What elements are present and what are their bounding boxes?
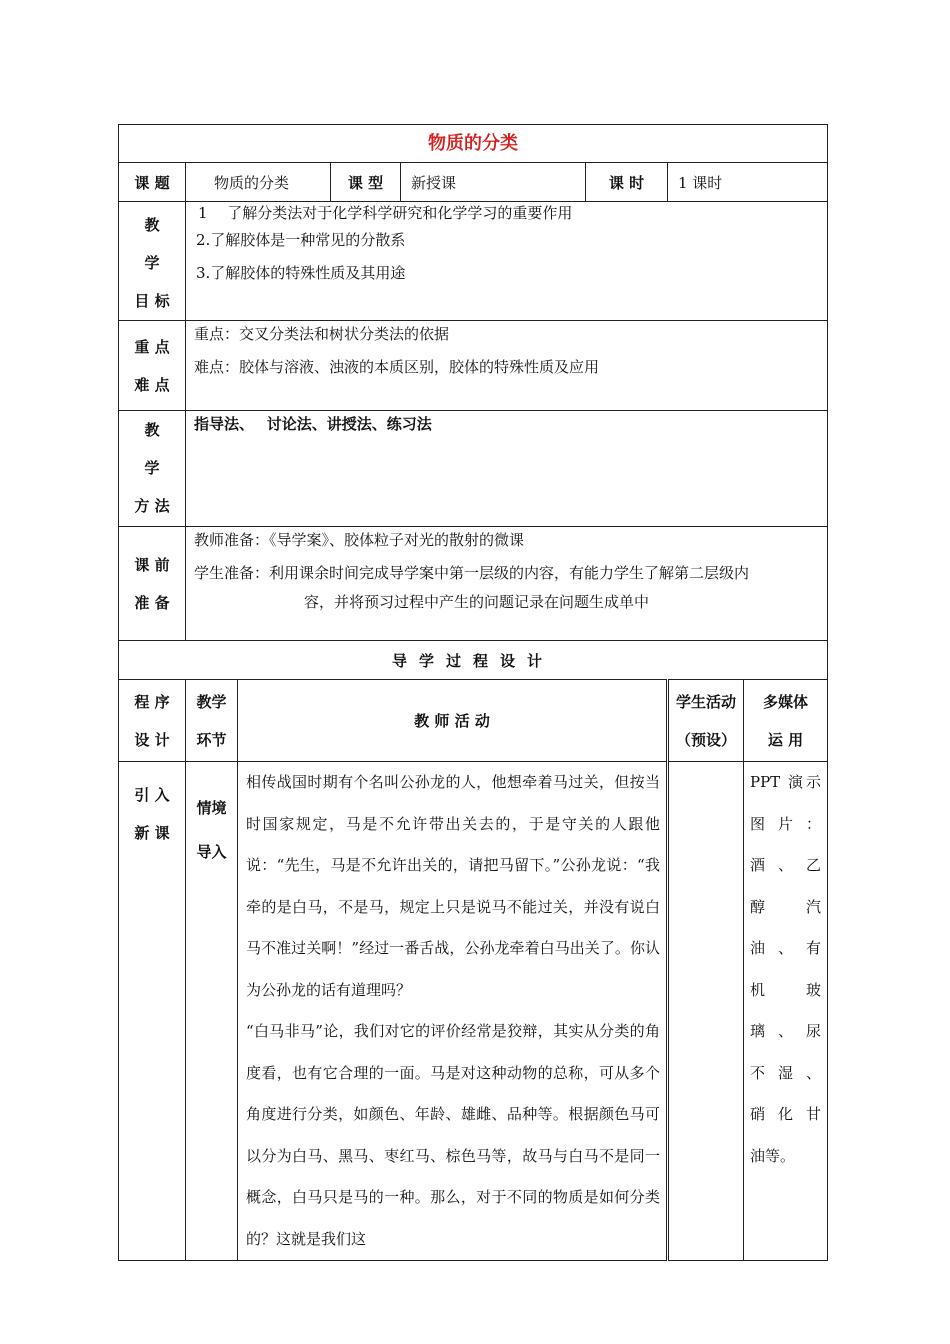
objective-item: 3.了解胶体的特殊性质及其用途 <box>196 264 406 282</box>
page-title: 物质的分类 <box>119 125 828 163</box>
hours-value: 1 课时 <box>668 163 828 202</box>
objectives-label: 教 学 目 标 <box>119 202 186 321</box>
objective-item: 2.了解胶体是一种常见的分散系 <box>196 231 406 249</box>
label-topic: 课 题 <box>119 163 186 202</box>
header-stage: 教学 环节 <box>186 680 238 762</box>
label-hours: 课 时 <box>586 163 668 202</box>
label-type: 课 型 <box>331 163 401 202</box>
lesson-plan-table <box>118 124 828 1261</box>
objectives-list <box>186 202 828 321</box>
objective-item: 1 了解分类法对于化学科学研究和化学学习的重要作用 <box>198 204 573 222</box>
intro-sequence: 引 入 新 课 <box>119 762 186 1261</box>
header-media: 多媒体 运 用 <box>744 680 828 762</box>
preparation <box>186 527 828 641</box>
key-points <box>186 321 828 411</box>
type-value: 新授课 <box>401 163 586 202</box>
preparation-label: 课 前 准 备 <box>119 527 186 641</box>
intro-stage: 情境 导入 <box>186 762 238 1261</box>
intro-student-activity <box>668 762 744 1261</box>
difficulty-text: 难点：胶体与溶液、浊液的本质区别，胶体的特殊性质及应用 <box>194 358 600 376</box>
key-points-label: 重 点 难 点 <box>119 321 186 411</box>
teacher-prep: 教师准备：《导学案》、胶体粒子对光的散射的微课 <box>194 531 525 549</box>
header-teacher-activity: 教 师 活 动 <box>238 680 668 762</box>
process-banner: 导学过程设计 <box>119 641 828 680</box>
header-student-activity: 学生活动 （预设） <box>668 680 744 762</box>
student-prep: 学生准备：利用课余时间完成导学案中第一层级的内容，有能力学生了解第二层级内 <box>194 564 750 582</box>
header-sequence: 程 序 设 计 <box>119 680 186 762</box>
topic-value: 物质的分类 <box>186 163 331 202</box>
narrative-paragraph: “白马非马”论，我们对它的评价经常是狡辩，其实从分类的角度看，也有它合理的一面。马是对这种动物的总称，可从多个角度进行分类，如颜色、年龄、雄雌、品种等。根据颜色马可以分为白马、黑马、枣红马、棕色马等，故马与白马不是同一概念，白马只是马的一种。那么，对于不同的物质是如何分类的？这就是我们这 <box>246 1022 660 1248</box>
narrative-paragraph: 相传战国时期有个名叫公孙龙的人，他想牵着马过关，但按当时国家规定，马是不允许带出关去的，于是守关的人跟他说：“先生，马是不允许出关的，请把马留下。”公孙龙说：“我牵的是白马，不是马，规定上只是说马不能过关，并没有说白马不准过关啊！”经过一番舌战，公孙龙牵着白马出关了。你认为公孙龙的话有道理吗？ <box>246 773 660 999</box>
intro-narrative <box>238 762 668 1261</box>
student-prep-cont: 容，并将预习过程中产生的问题记录在问题生成单中 <box>304 593 650 611</box>
intro-media: PPT 演示 图 片 ： 酒 、 乙 醇 汽 油 、 有 机 玻 璃 、 尿 不 湿 、 硝 化 甘 油等。 <box>744 762 828 1261</box>
lesson-plan <box>118 124 827 1261</box>
methods-text: 指导法、 讨论法、讲授法、练习法 <box>186 411 828 527</box>
focus-text: 重点：交叉分类法和树状分类法的依据 <box>194 325 450 343</box>
methods-label: 教 学 方 法 <box>119 411 186 527</box>
